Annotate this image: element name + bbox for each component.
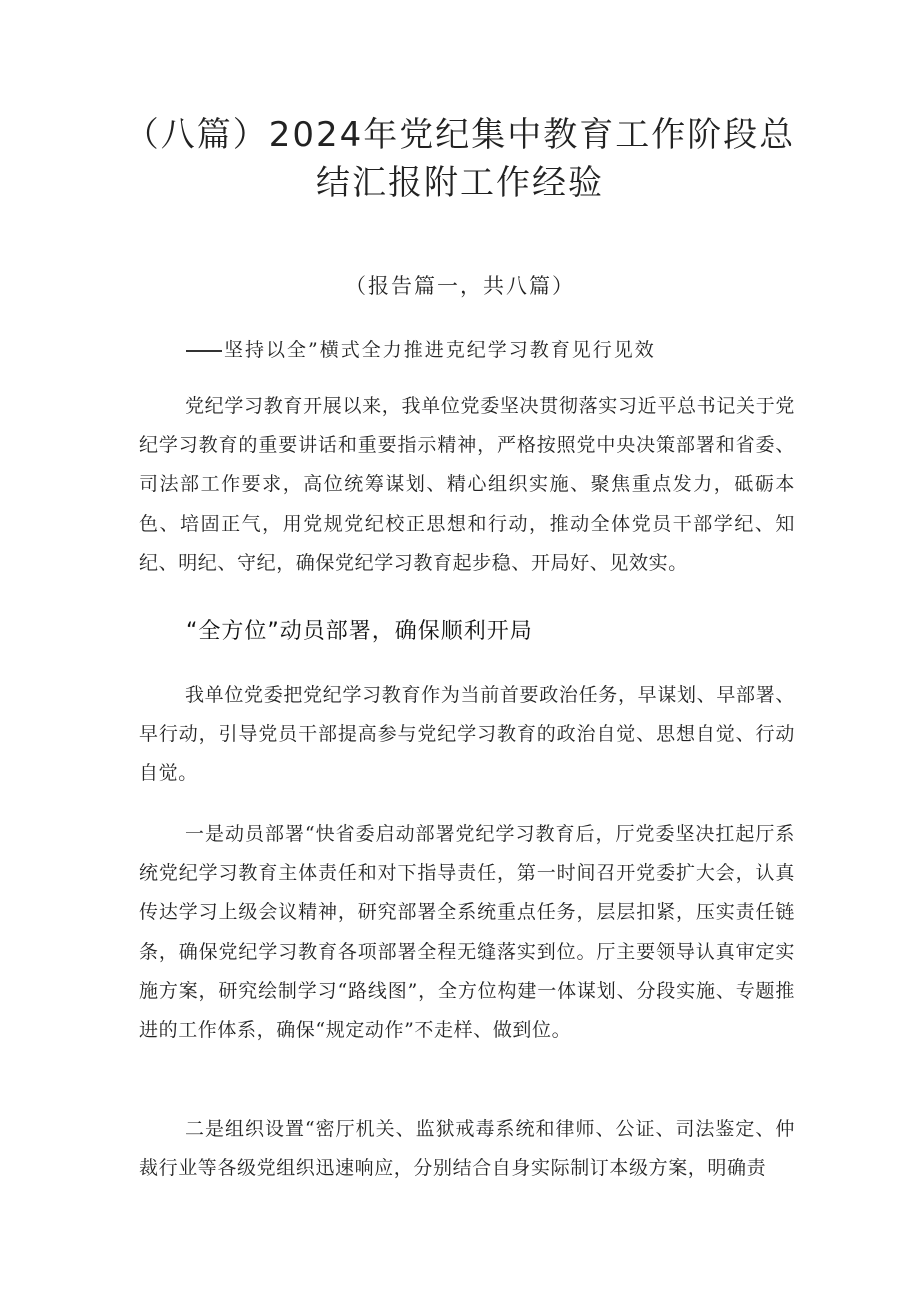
- document-subtitle: （报告篇一，共八篇）: [345, 274, 575, 298]
- intro-paragraph: 党纪学习教育开展以来，我单位党委坚决贯彻落实习近平总书记关于党纪学习教育的重要讲话和重要指示精神，严格按照党中央决策部署和省委、司法部工作要求，高位统筹谋划、精心组织实施、聚焦重点发力，砥砺本色、培固正气，用党规党纪校正思想和行动，推动全体党员干部学纪、知纪、明纪、守纪，确保党纪学习教育起步稳、开局好、见效实。: [139, 395, 795, 574]
- tagline: [186, 335, 656, 362]
- section-paragraph: 一是动员部署“快省委启动部署党纪学习教育后，厅党委坚决扛起厅系统党纪学习教育主体责任和对下指导责任，第一时间召开党委扩大会，认真传达学习上级会议精神，研究部署全系统重点任务，层层扣紧，压实责任链条，确保党纪学习教育各项部署全程无缝落实到位。厅主要领导认真审定实施方案，研究绘制学习“路线图”，全方位构建一体谋划、分段实施、专题推进的工作体系，确保“规定动作”不走样、做到位。: [139, 823, 795, 1042]
- section-paragraph: 我单位党委把党纪学习教育作为当前首要政治任务，早谋划、早部署、早行动，引导党员干部提高参与党纪学习教育的政治自觉、思想自觉、行动自觉。: [139, 684, 795, 785]
- tagline-text: 坚持以全”横式全力推进克纪学习教育见行见效: [224, 339, 656, 361]
- section-paragraph: 二是组织设置“密厅机关、监狱戒毒系统和律师、公证、司法鉴定、仲裁行业等各级党组织迅速响应，分别结合自身实际制订本级方案，明确责: [139, 1118, 795, 1180]
- document-title-line-1: （八篇）2024年党纪集中教育工作阶段总: [124, 115, 796, 155]
- document-title-line-2: 结汇报附工作经验: [316, 163, 604, 203]
- section-heading: “全方位”动员部署，确保顺利开局: [186, 619, 533, 644]
- em-dash-decoration: [186, 350, 222, 352]
